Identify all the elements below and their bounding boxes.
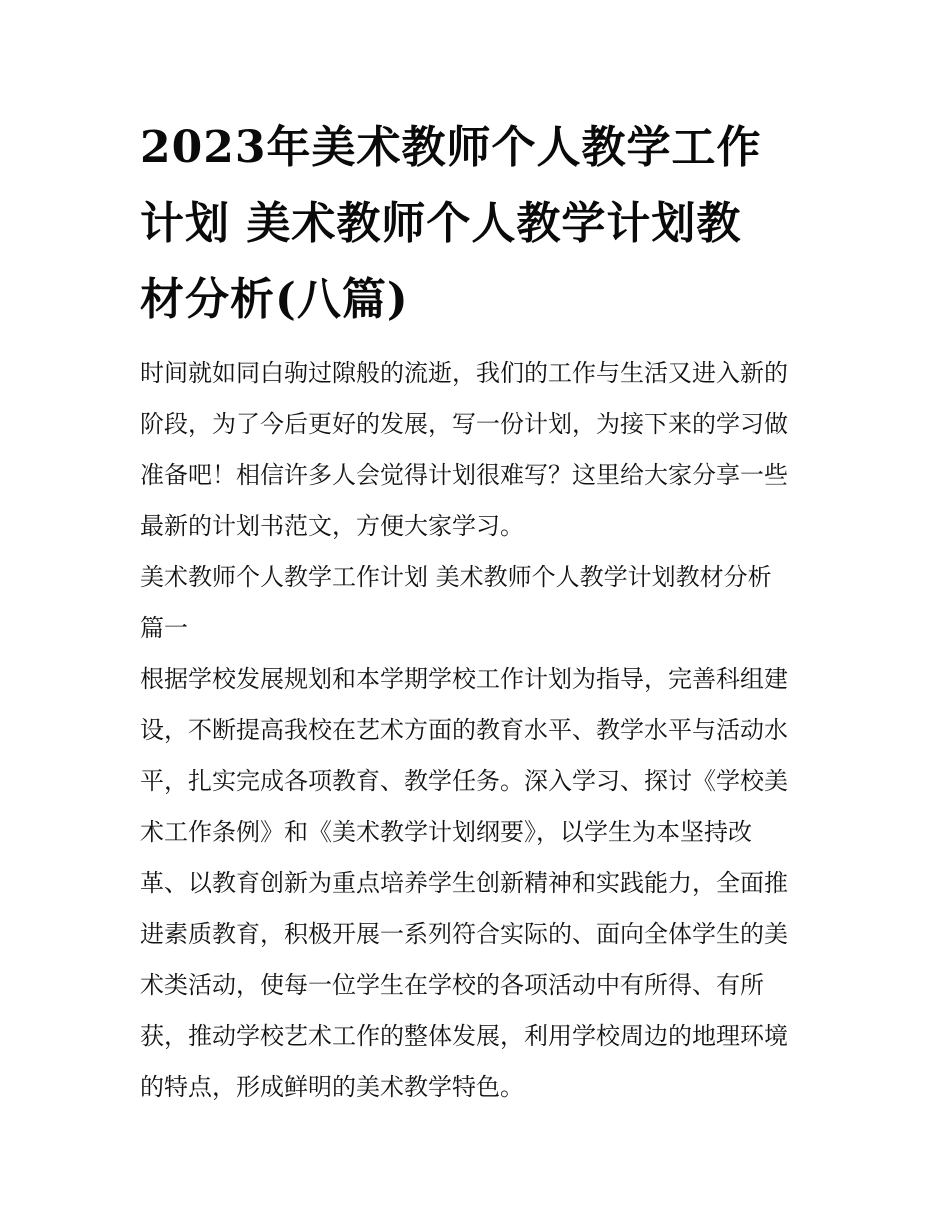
body-line: 术工作条例》和《美术教学计划纲要》，以学生为本坚持改 [140,818,752,846]
body-line: 平，扎实完成各项教育、教学任务。深入学习、探讨《学校美 [140,767,788,795]
title-line: 材分析(八篇) [140,274,409,325]
intro-line: 阶段，为了今后更好的发展，写一份计划，为接下来的学习做 [140,410,788,438]
document-title [140,110,812,338]
intro-line: 准备吧！相信许多人会觉得计划很难写？这里给大家分享一些 [140,461,788,489]
section-heading [140,552,812,654]
body-line: 革、以教育创新为重点培养学生创新精神和实践能力，全面推 [140,869,788,897]
body-line: 术类活动，使每一位学生在学校的各项活动中有所得、有所 [140,971,764,999]
intro-line: 最新的计划书范文，方便大家学习。 [140,512,524,540]
body-paragraph [140,654,812,1113]
body-line: 的特点，形成鲜明的美术教学特色。 [140,1073,524,1101]
body-line: 根据学校发展规划和本学期学校工作计划为指导，完善科组建 [140,665,788,693]
section-heading-line: 篇一 [140,614,188,642]
intro-line: 时间就如同白驹过隙般的流逝，我们的工作与生活又进入新的 [140,359,788,387]
title-line: 计划 美术教师个人教学计划教 [140,198,742,249]
body-line: 获，推动学校艺术工作的整体发展，利用学校周边的地理环境 [140,1022,788,1050]
intro-paragraph [140,348,812,552]
body-line: 设，不断提高我校在艺术方面的教育水平、教学水平与活动水 [140,716,788,744]
title-line: 2023年美术教师个人教学工作 [140,122,762,173]
section-heading-line: 美术教师个人教学工作计划 美术教师个人教学计划教材分析 [140,563,772,591]
document-content [140,110,812,1113]
body-line: 进素质教育，积极开展一系列符合实际的、面向全体学生的美 [140,920,788,948]
